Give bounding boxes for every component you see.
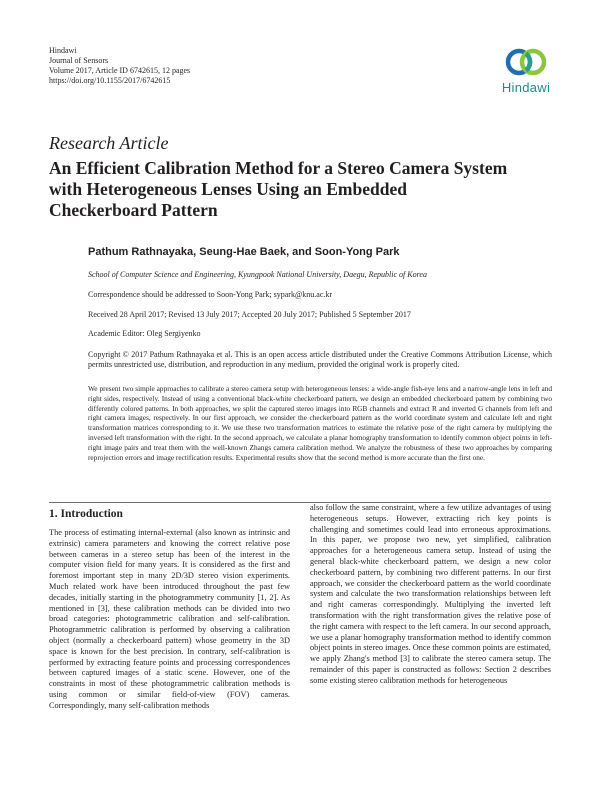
correspondence: Correspondence should be addressed to Soon-Yong Park; sypark@knu.ac.kr [88, 290, 333, 299]
journal-name: Journal of Sensors [49, 56, 109, 65]
body-column-left [49, 528, 290, 798]
academic-editor: Academic Editor: Oleg Sergiyenko [88, 329, 201, 338]
logo-text: Hindawi [501, 80, 551, 95]
section-heading: 1. Introduction [49, 508, 123, 520]
publication-dates: Received 28 April 2017; Revised 13 July 2017; Accepted 20 July 2017; Published 5 September 2017 [88, 310, 411, 319]
body-column-right [310, 503, 551, 798]
affiliation: School of Computer Science and Engineering, Kyungpook National University, Daegu, Republic of Korea [88, 270, 427, 279]
author-list: Pathum Rathnayaka, Seung-Hae Baek, and Soon-Yong Park [88, 246, 400, 258]
doi-link[interactable]: https://doi.org/10.1155/2017/6742615 [49, 76, 171, 85]
paper-title: An Efficient Calibration Method for a Stereo Camera System with Heterogeneous Lenses Using an Embedded Checkerboard Pattern [49, 158, 508, 220]
journal-info [49, 46, 190, 86]
publisher-name: Hindawi [49, 46, 77, 55]
article-type: Research Article [49, 133, 169, 153]
copyright-notice: Copyright © 2017 Pathum Rathnayaka et al. This is an open access article distributed under the Creative Commons Attribution License, which permits unrestricted use, distribution, and reproduction in any medium, provided the original work is properly cited. [88, 350, 552, 369]
volume-line: Volume 2017, Article ID 6742615, 12 pages [49, 66, 191, 75]
abstract: We present two simple approaches to calibrate a stereo camera setup with heterogeneous lenses: a wide-angle fish-eye lens and a narrow-angle lens in left and right sides, respectively. Instead of using a conventional black-white checkerboard pattern, we design an embedded checkerboard pattern by combining two differently colored patterns. In both approaches, we split the captured stereo images into RGB channels and extract R and inverted G channels from left and right camera images, respectively. In our first approach, we consider the checkerboard pattern as the world coordinate system and calculate left and right transformation matrices corresponding to it. We use these two transformation matrices to estimate the relative pose of the right camera by multiplying the inversed left transformation with the right. In the second approach, we calculate a planar homography transformation to identify common object points in left-right image pairs and treat them with the well-known Zhangs camera calibration method. We analyze the robustness of these two approaches by comparing reprojection errors and image rectification results. Experimental results show that the second method is more accurate than the first one. [88, 384, 552, 462]
intro-paragraph-right: also follow the same constraint, where a few utilize advantages of using heterogeneous setups. However, extracting rich key points is challenging and sometimes could lead into erroneous approximations. In this paper, we propose two new, yet simplified, calibration approaches for a heterogeneous camera setup. Instead of using the general black-white checkerboard pattern, we design a new color checkerboard pattern, by combining two different patterns. In our first approach, we consider the checkerboard pattern as the world coordinate system and calculate the two transformation relationships between left and right cameras correspondingly. Multiplying the inverted left transformation with the right transformation gives the relative pose of the right camera with respect to the left camera. In our second approach, we use a planar homography transformation method to identify common object points in stereo images. Once these common points are estimated, we apply Zhang's method [3] to calibrate the stereo camera setup. The remainder of this paper is constructed as follows: Section 2 describes some existing stereo calibration methods for heterogeneous [310, 503, 551, 685]
intro-paragraph-left: The process of estimating internal-external (also known as intrinsic and extrinsic) camera parameters and knowing the correct relative pose between cameras in a stereo setup has been of the interest in the computer vision field for many years. It is considered as the first and foremost important step in many 2D/3D stereo vision experiments. Much related work have been introduced throughout the past few decades, initially starting in the photogrammetry community [1, 2]. As mentioned in [3], these calibration methods can be divided into two broad categories: photogrammetric calibration and self-calibration. Photogrammetric calibration is performed by observing a calibration object (normally a checkerboard pattern) whose geometry in the 3D space is known for the best precision. In contrary, self-calibration is performed by extracting feature points and processing correspondences between captured images of a static scene. However, one of the constraints in most of these photogrammetric calibration methods is using common or similar field-of-view (FOV) cameras. Correspondingly, many self-calibration methods [49, 528, 290, 710]
hindawi-logo-icon [504, 45, 548, 79]
hindawi-logo [497, 45, 555, 105]
